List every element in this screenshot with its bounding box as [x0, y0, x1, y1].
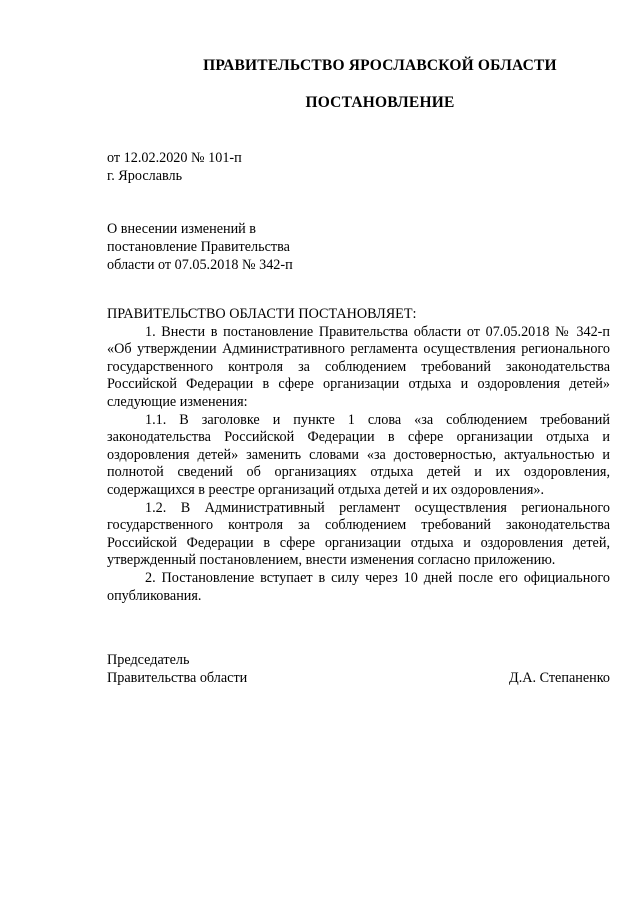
- signature-row: [107, 670, 610, 688]
- paragraph-1-1: 1.1. В заголовке и пункте 1 слова «за соблюдением требований законодательства Российской Федерации в сфере организации отдыха и оздоровления детей» заменить словами «за достоверностью, актуальностью и полнотой сведений об организациях отдыха детей и их оздоровления, содержащихся в реестре организаций отдыха детей и их оздоровления».: [107, 411, 610, 498]
- signatory-name: Д.А. Степаненко: [509, 669, 610, 686]
- document-body: [107, 306, 610, 605]
- resolution-intro: ПРАВИТЕЛЬСТВО ОБЛАСТИ ПОСТАНОВЛЯЕТ:: [107, 306, 417, 322]
- subject-line: О внесении изменений в: [107, 221, 257, 237]
- paragraph-2: 2. Постановление вступает в силу через 10 дней после его официального опубликования.: [107, 569, 610, 604]
- signatory-position-line1: Председатель: [107, 652, 190, 668]
- subject-line: области от 07.05.2018 № 342-п: [107, 257, 293, 274]
- document-date-number: от 12.02.2020 № 101-п: [107, 150, 242, 166]
- document-type-title: ПОСТАНОВЛЕНИЕ: [305, 94, 455, 111]
- document-city: г. Ярославль: [107, 168, 183, 184]
- signatory-position-line2: Правительства области: [107, 669, 248, 686]
- subject-line: постановление Правительства: [107, 239, 290, 256]
- document-subject: [107, 220, 293, 275]
- paragraph-1: 1. Внести в постановление Правительства области от 07.05.2018 № 342-п «Об утверждении Административного регламента осуществления регионального государственного контроля за соблюдением требований законодательства Российской Федерации в сфере организации отдыха и оздоровления детей» следующие изменения:: [107, 323, 610, 410]
- government-title: ПРАВИТЕЛЬСТВО ЯРОСЛАВСКОЙ ОБЛАСТИ: [203, 57, 557, 74]
- paragraph-1-2: 1.2. В Административный регламент осуществления регионального государственного контроля за соблюдением требований законодательства Российской Федерации в сфере организации отдыха и оздоровления детей, утвержденный постановлением, внести изменения согласно приложению.: [107, 499, 610, 569]
- signature-block: [107, 652, 610, 687]
